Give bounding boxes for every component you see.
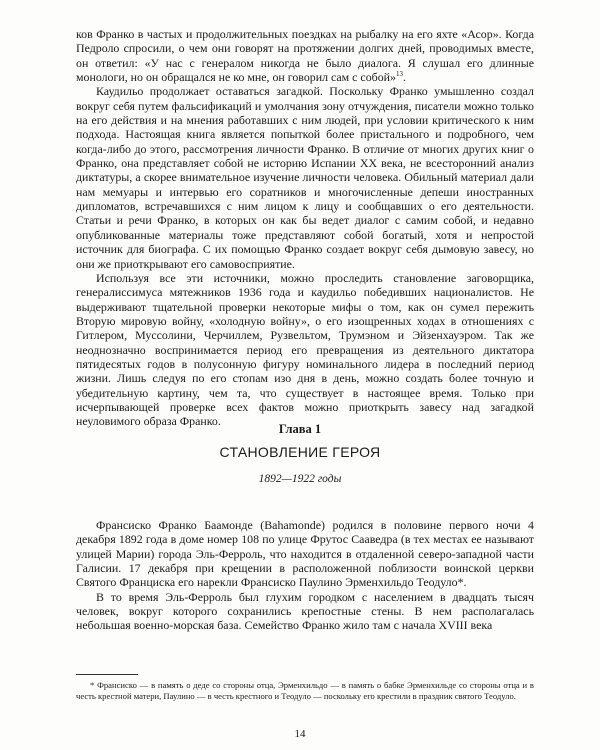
chapter-label: Глава 1 [278,422,322,436]
paragraph: Франсиско Франко Баамонде (Bahamonde) родился в половине первого ночи 4 декабря 1892 года в доме номер 108 по улице Фрутос Сааведра (в тех местах ее называют улицей Марии) города Эль-Ферроль, что находится в отдаленной северо-западной части Галисии. 17 декабря при крещении в расположенной поблизости воинской церкви Святого Франциска его нарекли Франсиско Паулино Эрменхильдо Теодуло*. [76,518,534,590]
page-number: 14 [294,728,306,740]
chapter-text-block [76,518,534,633]
paragraph: Каудильо продолжает оставаться загадкой. Поскольку Франко умышленно создал вокруг себя путем фальсификаций и умолчания зону отчуждения, писатели можно только на его действия и на мнения работавших с ним людей, при условии критического к ним подхода. Настоящая книга является попыткой более пристального и подробного, чем когда-либо до этого, рассмотрения личности Франко. В отличие от многих других книг о Франко, она представляет собой не историю Испании XX века, не всесторонний анализ диктатуры, а скорее внимательное изучение личности человека. Обильный материал дали нам мемуары и интервью его соратников и многочисленные депеши иностранных дипломатов, встречавшихся с ним лицом к лицу и сообщавших о его деятельности. Статьи и речи Франко, в которых он как бы ведет диалог с самим собой, и недавно опубликованные материалы тоже представляют собой богатый, хотя и непростой источник для биографа. С их помощью Франко создает вокруг себя дымовую завесу, но они же приоткрывают его самовосприятие. [76,84,534,271]
intro-text-block [76,27,534,429]
footnote: * Франсиско — в память о деде со стороны отца, Эрменхильдо — в память о бабке Эрменхильде со стороны отца и в честь крестной матери, Паулино — в честь крестного и Теодуло — поскольку его крестили в праздник святого Теодуло. [76,680,534,701]
paragraph: ков Франко в частых и продолжительных поездках на рыбалку на его яхте «Асор». Когда Педроло спросили, о чем они говорят на протяжении долгих дней, проводимых вместе, он ответил: «У нас с генералом никогда не было диалога. Я слушал его длинные монологи, но он обращался не ко мне, он говорил сам с собой»$^{13}$. [76,27,534,85]
footnote-divider [76,674,138,675]
paragraph: В то время Эль-Ферроль был глухим городком с населением в двадцать тысяч человек, вокруг которого сохранились крепостные стены. В нем располагалась небольшая военно-морская база. Семейство Франко жило там с начала XVIII века [76,589,534,633]
paragraph: Используя все эти источники, можно проследить становление заговорщика, генералиссимуса мятежников 1936 года и каудильо победивших националистов. Не выдерживают тщательной проверки некоторые мифы о том, как он сумел пережить Вторую мировую войну, «холодную войну», о его изощренных ходах в отношениях с Гитлером, Муссолини, Черчиллем, Рузвельтом, Трумэном и Эйзенхауэром. Так же неоднозначно воспринимается период его превращения из деятельного диктатора пятидесятых годов в полусонную фигуру номинального лидера в последний период жизни. Лишь следуя по его стопам изо дня в день, можно создать более точную и убедительную картину, чем та, что существует в настоящее время. Только при исчерпывающей проверке всех фактов можно приоткрыть завесу над загадкой неуловимого образа Франко. [76,270,534,429]
chapter-title: СТАНОВЛЕНИЕ ГЕРОЯ [219,444,381,460]
endnote-marker: 13 [395,70,403,79]
chapter-years: 1892—1922 годы [258,473,342,485]
